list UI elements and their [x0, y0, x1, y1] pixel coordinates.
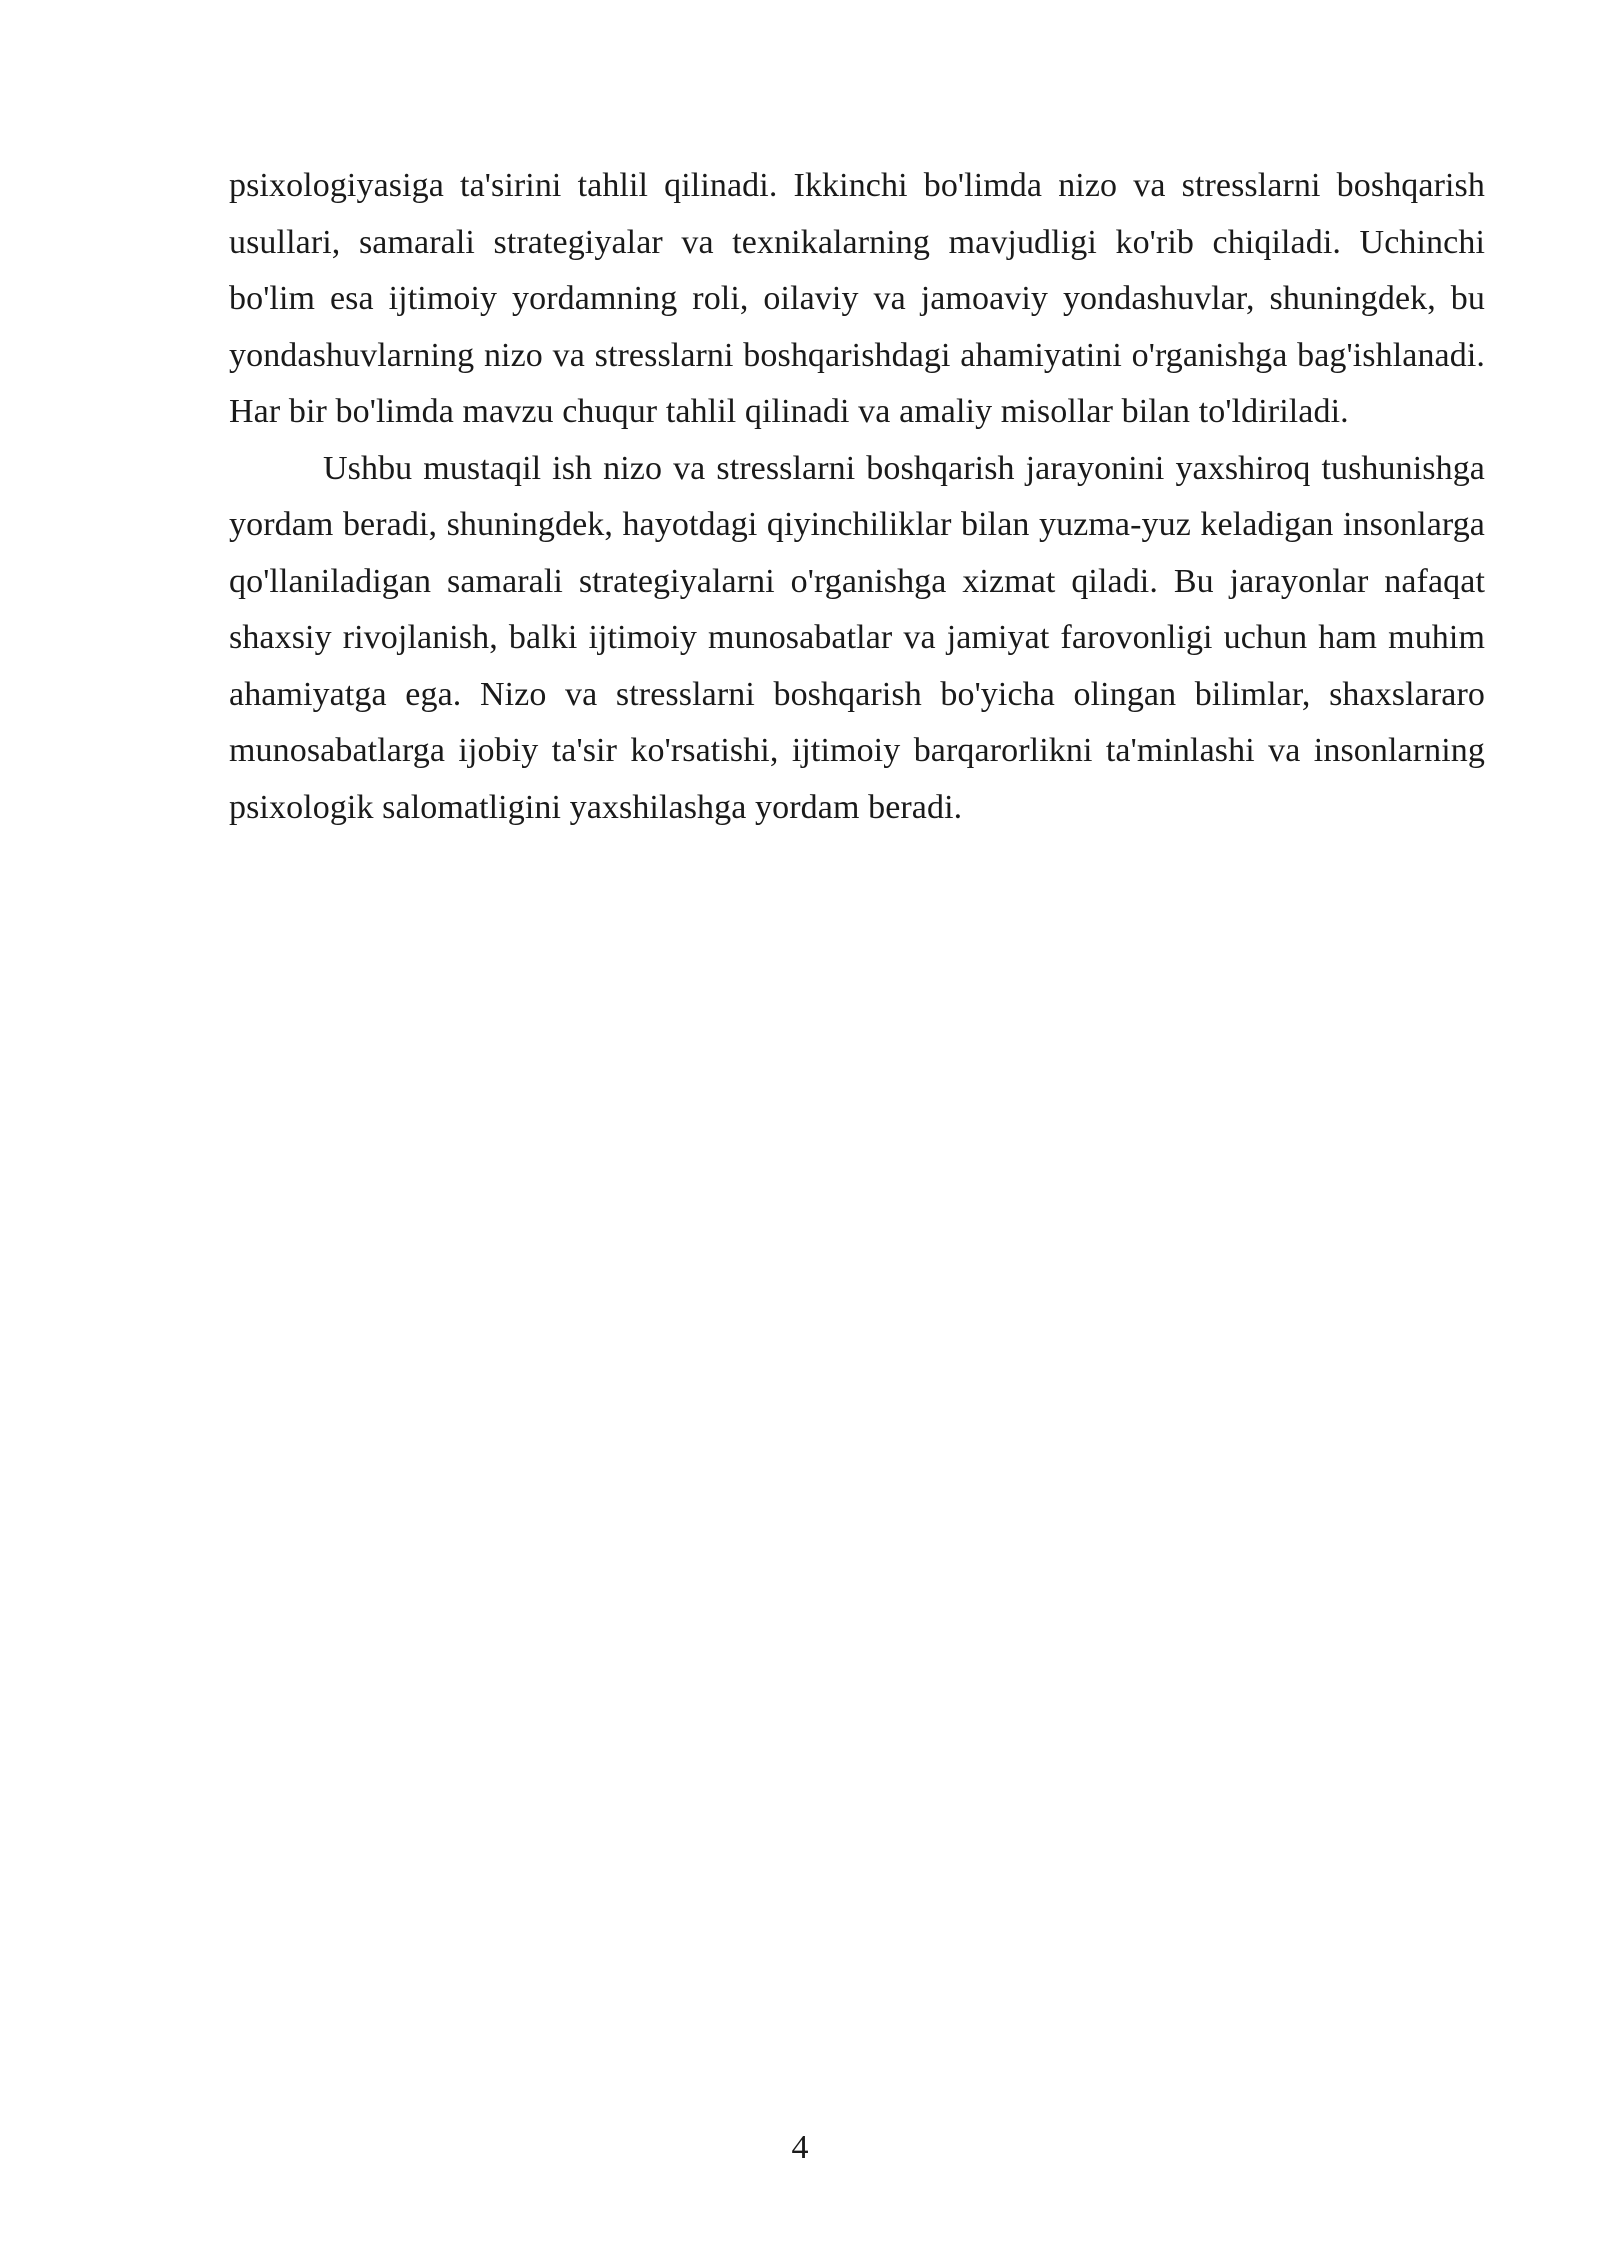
paragraph-summary: Ushbu mustaqil ish nizo va stresslarni boshqarish jarayonini yaxshiroq tushunishga yordam beradi, shuningdek, hayotdagi qiyinchiliklar bilan yuzma-yuz keladigan insonlarga qo'llaniladigan samarali strategiyalarni o'rganishga xizmat qiladi. Bu jarayonlar nafaqat shaxsiy rivojlanish, balki ijtimoiy munosabatlar va jamiyat farovonligi uchun ham muhim ahamiyatga ega. Nizo va stresslarni boshqarish bo'yicha olingan bilimlar, shaxslararo munosabatlarga ijobiy ta'sir ko'rsatishi, ijtimoiy barqarorlikni ta'minlashi va insonlarning psixologik salomatligini yaxshilashga yordam beradi. — [229, 449, 1485, 826]
page-number: 4 — [791, 2129, 809, 2166]
document-body — [229, 158, 1485, 836]
paragraph-continuation: psixologiyasiga ta'sirini tahlil qilinadi. Ikkinchi bo'limda nizo va stresslarni boshqarish usullari, samarali strategiyalar va texnikalarning mavjudligi ko'rib chiqiladi. Uchinchi bo'lim esa ijtimoiy yordamning roli, oilaviy va jamoaviy yondashuvlar, shuningdek, bu yondashuvlarning nizo va stresslarni boshqarishdagi ahamiyatini o'rganishga bag'ishlanadi. Har bir bo'limda mavzu chuqur tahlil qilinadi va amaliy misollar bilan to'ldiriladi. — [229, 167, 1485, 430]
